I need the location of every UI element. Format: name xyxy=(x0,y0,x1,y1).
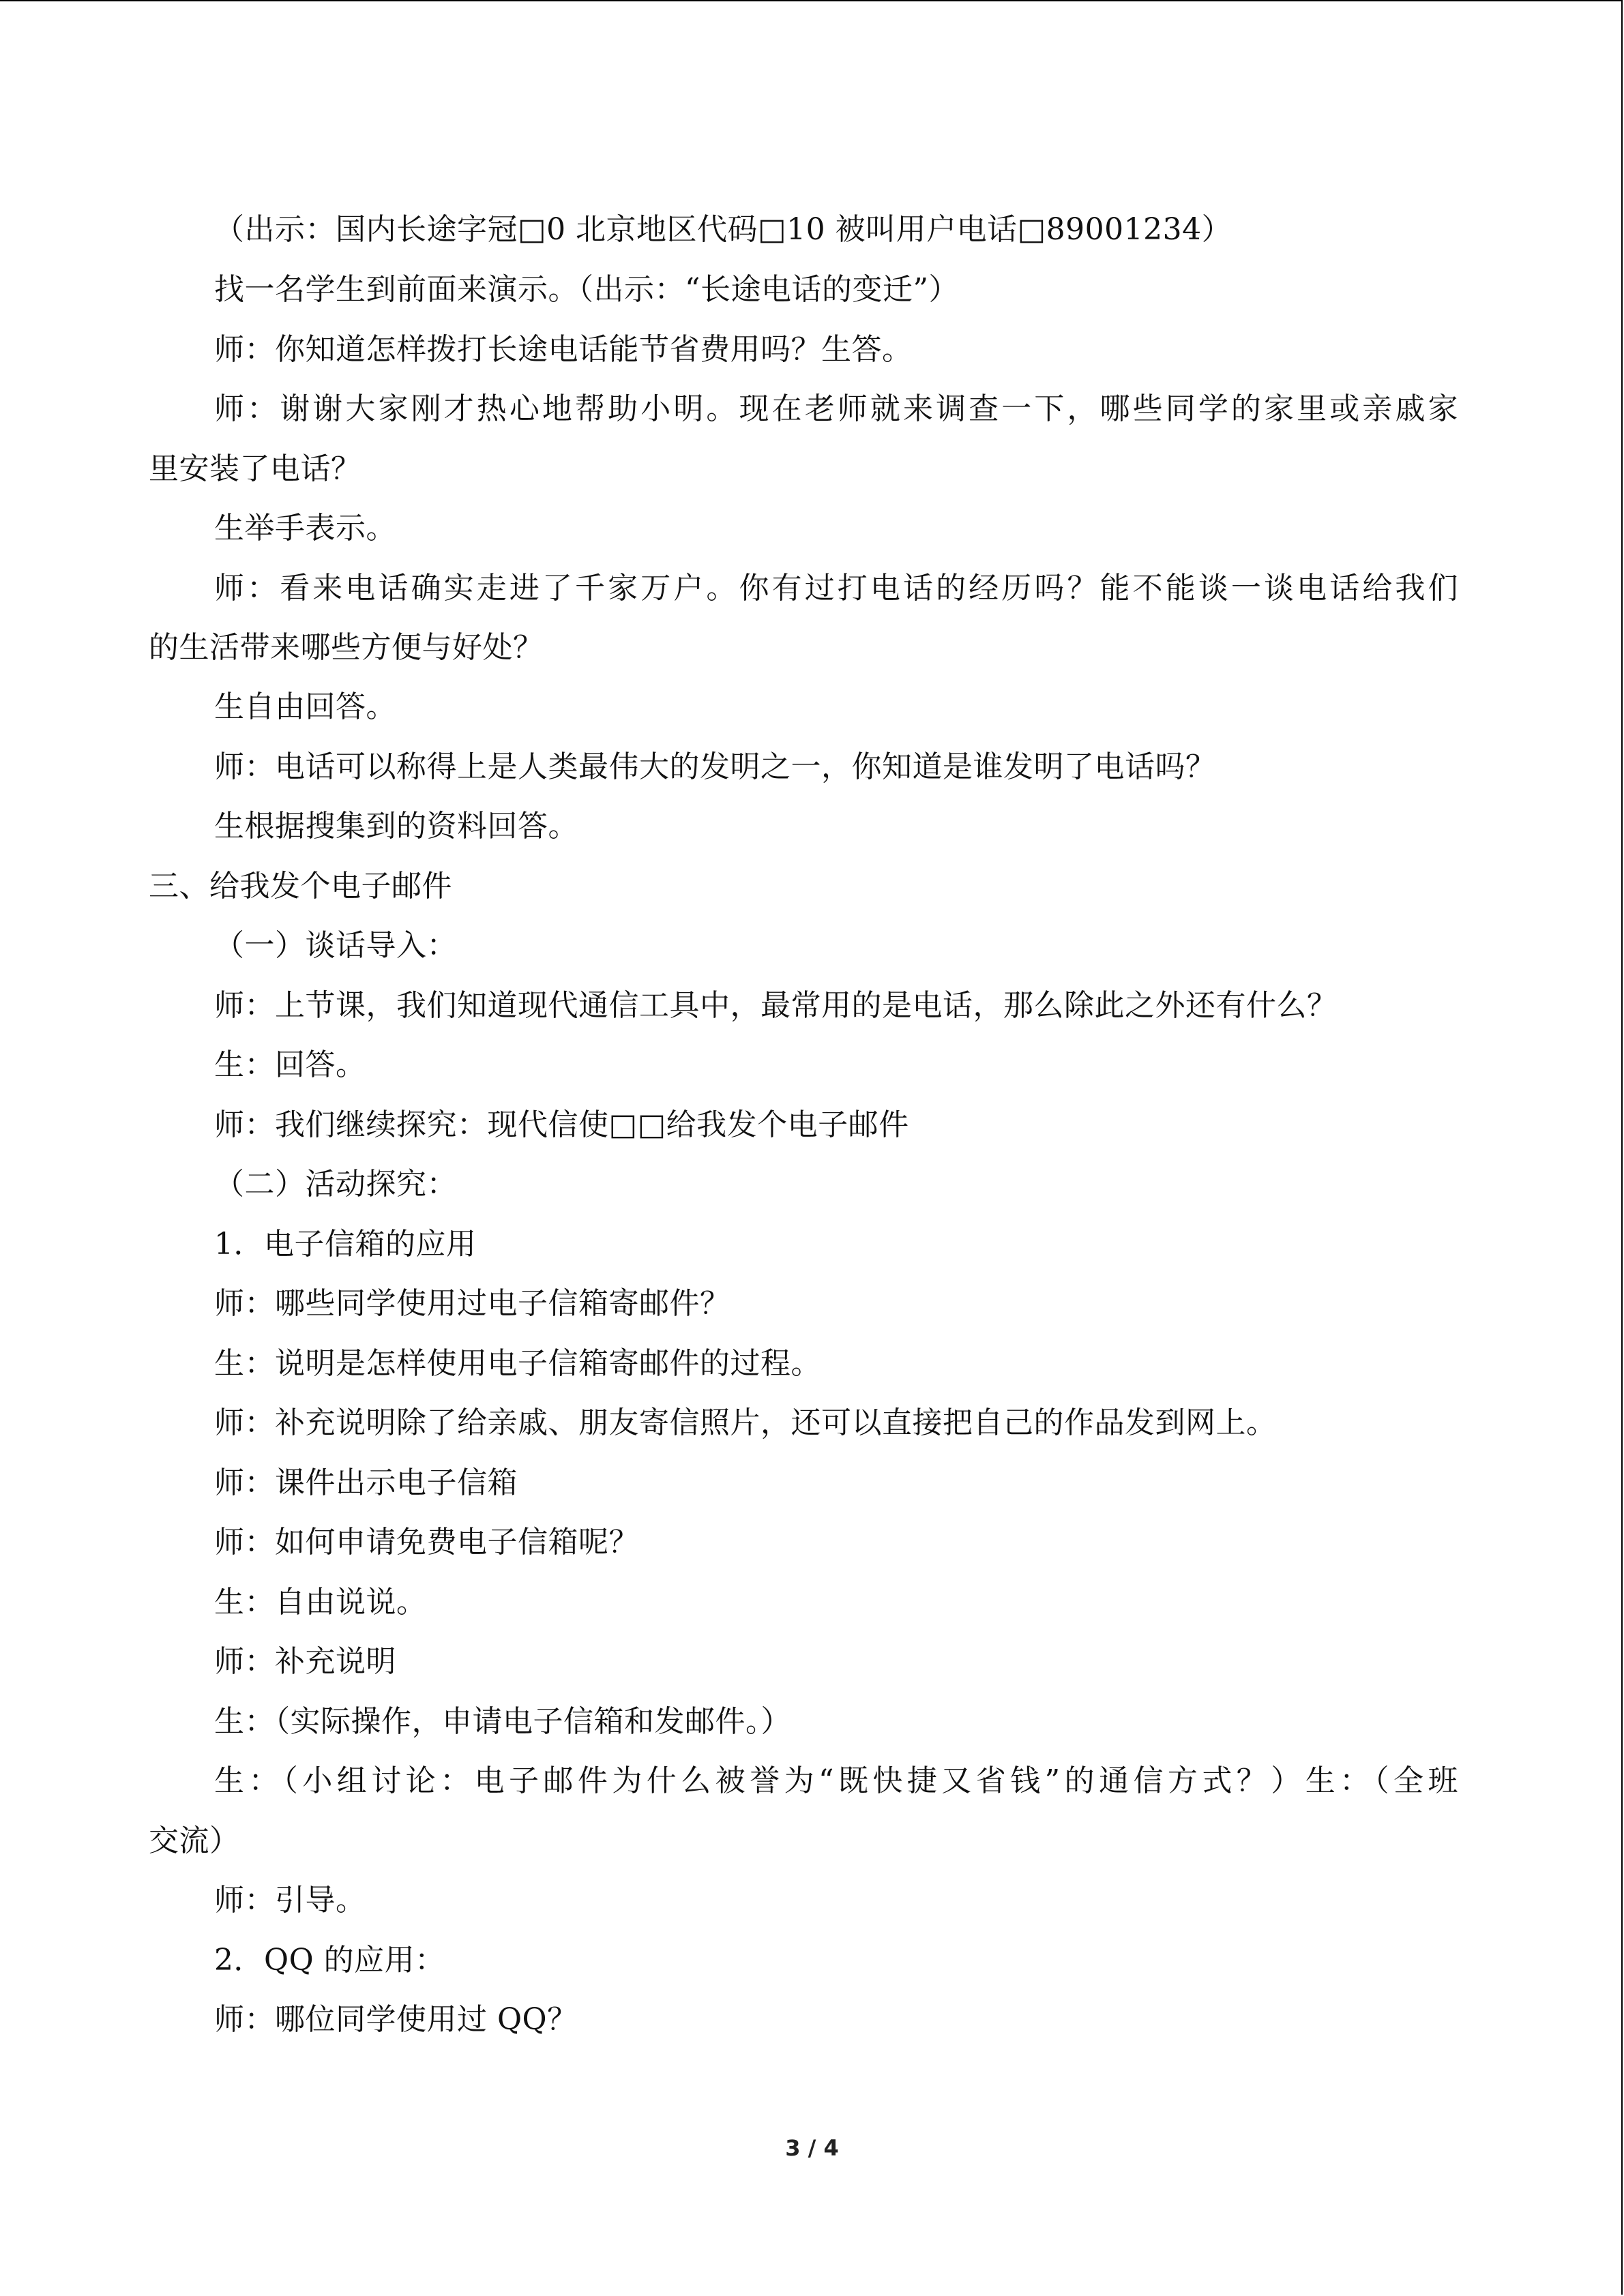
paragraph-line: 师：哪位同学使用过 QQ？ xyxy=(214,2002,578,2037)
paragraph-line: 生：说明是怎样使用电子信箱寄邮件的过程。 xyxy=(214,1346,821,1381)
paragraph-line: 师：哪些同学使用过电子信箱寄邮件？ xyxy=(214,1286,730,1321)
section-heading: 三、给我发个电子邮件 xyxy=(149,869,452,904)
paragraph-line: 师：我们继续探究：现代信使□□给我发个电子邮件 xyxy=(214,1107,909,1142)
paragraph-line: 生：回答。 xyxy=(214,1047,366,1082)
list-heading: 1．电子信箱的应用 xyxy=(214,1227,477,1262)
paragraph-line: 生：自由说说。 xyxy=(214,1585,427,1620)
paragraph-line: 生：（小组讨论：电子邮件为什么被誉为“既快捷又省钱”的通信方式？）生：（全班 xyxy=(214,1763,1458,1798)
paragraph-line: 师：谢谢大家刚才热心地帮助小明。现在老师就来调查一下，哪些同学的家里或亲戚家 xyxy=(214,391,1458,426)
paragraph-line: 师：补充说明除了给亲戚、朋友寄信照片，还可以直接把自己的作品发到网上。 xyxy=(214,1405,1277,1440)
paragraph-line: 找一名学生到前面来演示。（出示：“长途电话的变迁”） xyxy=(214,272,959,307)
paragraph-line: 师：上节课，我们知道现代通信工具中，最常用的是电话，那么除此之外还有什么？ xyxy=(214,988,1338,1023)
paragraph-line: 师：你知道怎样拨打长途电话能节省费用吗？生答。 xyxy=(214,332,913,367)
paragraph-line: 的生活带来哪些方便与好处？ xyxy=(149,630,544,665)
subsection-heading: （一）谈话导入： xyxy=(214,928,457,963)
paragraph-line: 师：引导。 xyxy=(214,1883,366,1918)
paragraph-line: 师：电话可以称得上是人类最伟大的发明之一，你知道是谁发明了电话吗？ xyxy=(214,749,1216,784)
paragraph-line: 里安装了电话？ xyxy=(149,451,361,486)
paragraph-line: 师：补充说明 xyxy=(214,1644,396,1679)
subsection-heading: （二）活动探究： xyxy=(214,1167,457,1202)
paragraph-line: 交流） xyxy=(149,1823,240,1858)
paragraph-line: 师：课件出示电子信箱 xyxy=(214,1465,518,1500)
paragraph-line: 生：（实际操作，申请电子信箱和发邮件。） xyxy=(214,1704,791,1739)
page-number: 3 / 4 xyxy=(785,2135,839,2161)
list-heading: 2．QQ 的应用： xyxy=(214,1943,445,1978)
paragraph-line: 师：看来电话确实走进了千家万户。你有过打电话的经历吗？能不能谈一谈电话给我们 xyxy=(214,571,1458,606)
paragraph-line: 师：如何申请免费电子信箱呢？ xyxy=(214,1525,639,1560)
paragraph-line: 生举手表示。 xyxy=(214,511,396,546)
paragraph-line: 生根据搜集到的资料回答。 xyxy=(214,809,578,844)
paragraph-line: 生自由回答。 xyxy=(214,689,396,724)
paragraph-line: （出示：国内长途字冠□0 北京地区代码□10 被叫用户电话□89001234） xyxy=(214,212,1232,247)
